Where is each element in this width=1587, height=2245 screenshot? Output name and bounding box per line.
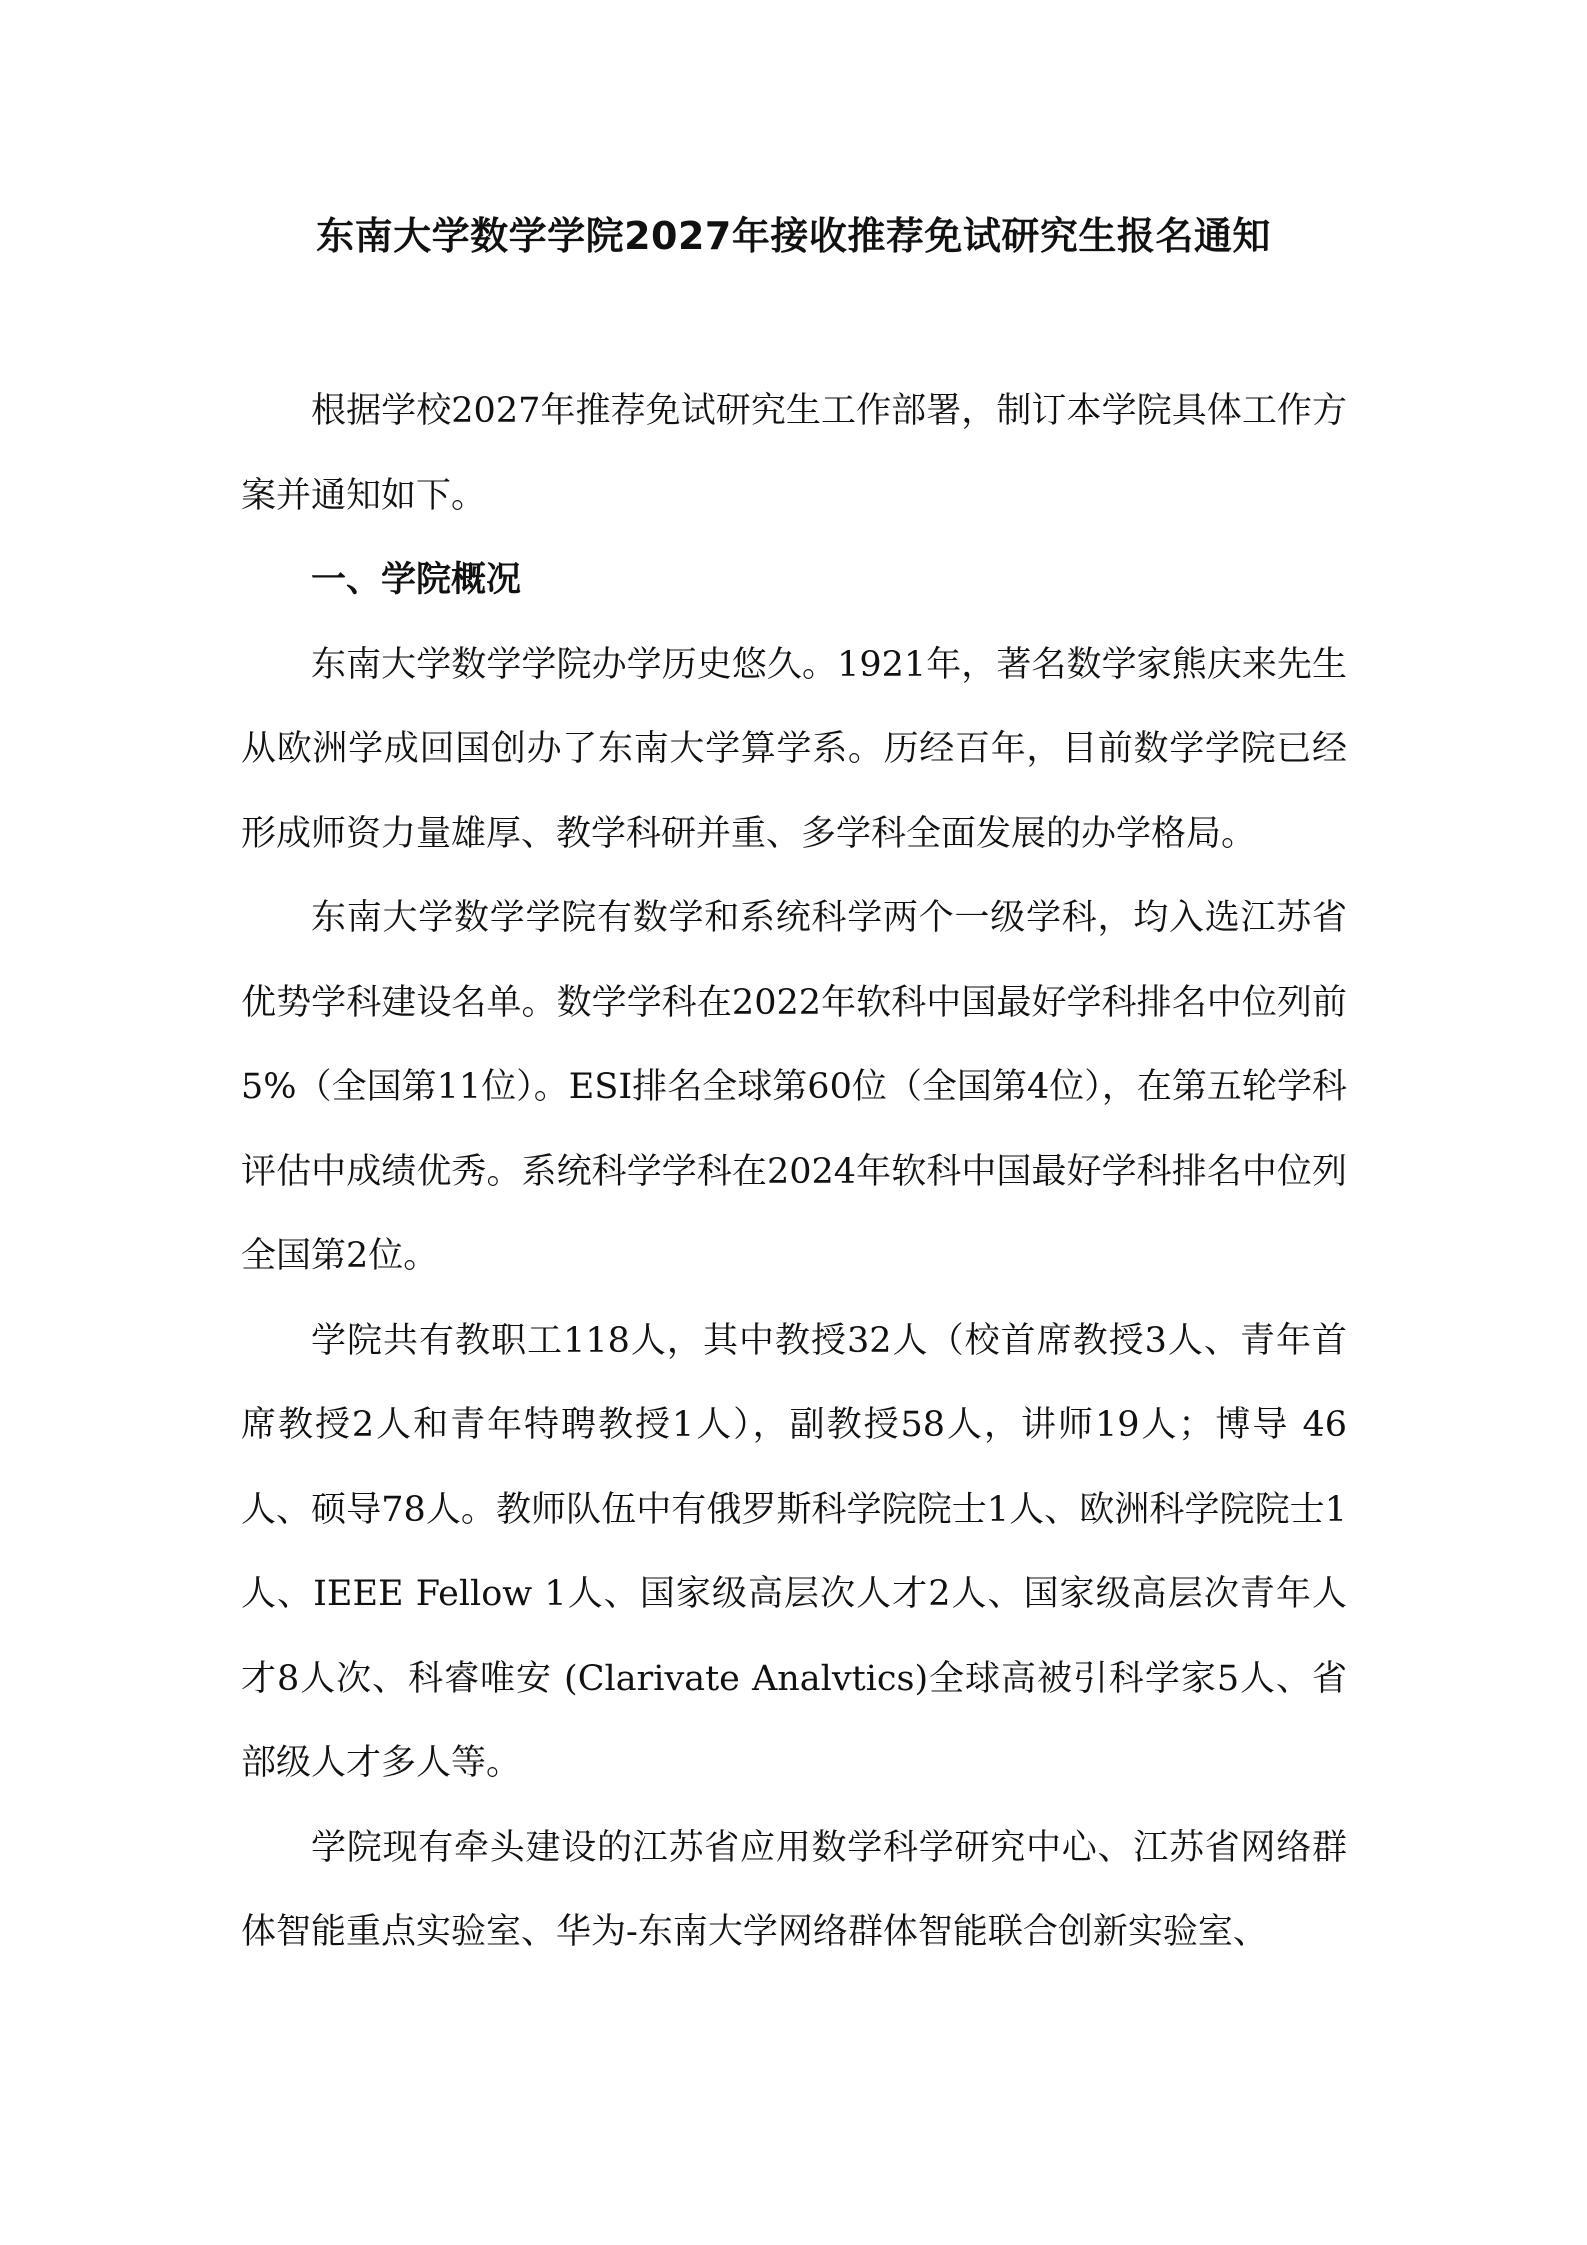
disciplines-paragraph: 东南大学数学学院有数学和系统科学两个一级学科，均入选江苏省优势学科建设名单。数学学科在2022年软科中国最好学科排名中位列前5%（全国第11位）。ESI排名全球第60位（全国第4位），在第五轮学科评估中成绩优秀。系统科学学科在2024年软科中国最好学科排名中位列全国第2位。 [241, 898, 1347, 1276]
history-paragraph: 东南大学数学学院办学历史悠久。1921年，著名数学家熊庆来先生从欧洲学成回国创办了东南大学算学系。历经百年，目前数学学院已经形成师资力量雄厚、教学科研并重、多学科全面发展的办学格局。 [241, 644, 1347, 854]
section-heading-college-overview: 一、学院概况 [311, 560, 522, 600]
intro-paragraph: 根据学校2027年推荐免试研究生工作部署，制订本学院具体工作方案并通知如下。 [241, 391, 1347, 516]
document-body [241, 369, 1347, 1975]
faculty-paragraph: 学院共有教职工118人，其中教授32人（校首席教授3人、青年首席教授2人和青年特聘教授1人），副教授58人，讲师19人；博导 46人、硕导78人。教师队伍中有俄罗斯科学院院士1人、欧洲科学院院士1人、IEEE Fellow 1人、国家级高层次人才2人、国家级高层次青年人才8人次、科睿唯安 (Clarivate Analvtics)全球高被引科学家5人、省部级人才多人等。 [241, 1320, 1347, 1783]
document-title: 东南大学数学学院2027年接收推荐免试研究生报名通知 [316, 214, 1271, 258]
research-centers-paragraph: 学院现有牵头建设的江苏省应用数学科学研究中心、江苏省网络群体智能重点实验室、华为-东南大学网络群体智能联合创新实验室、 [241, 1827, 1347, 1952]
